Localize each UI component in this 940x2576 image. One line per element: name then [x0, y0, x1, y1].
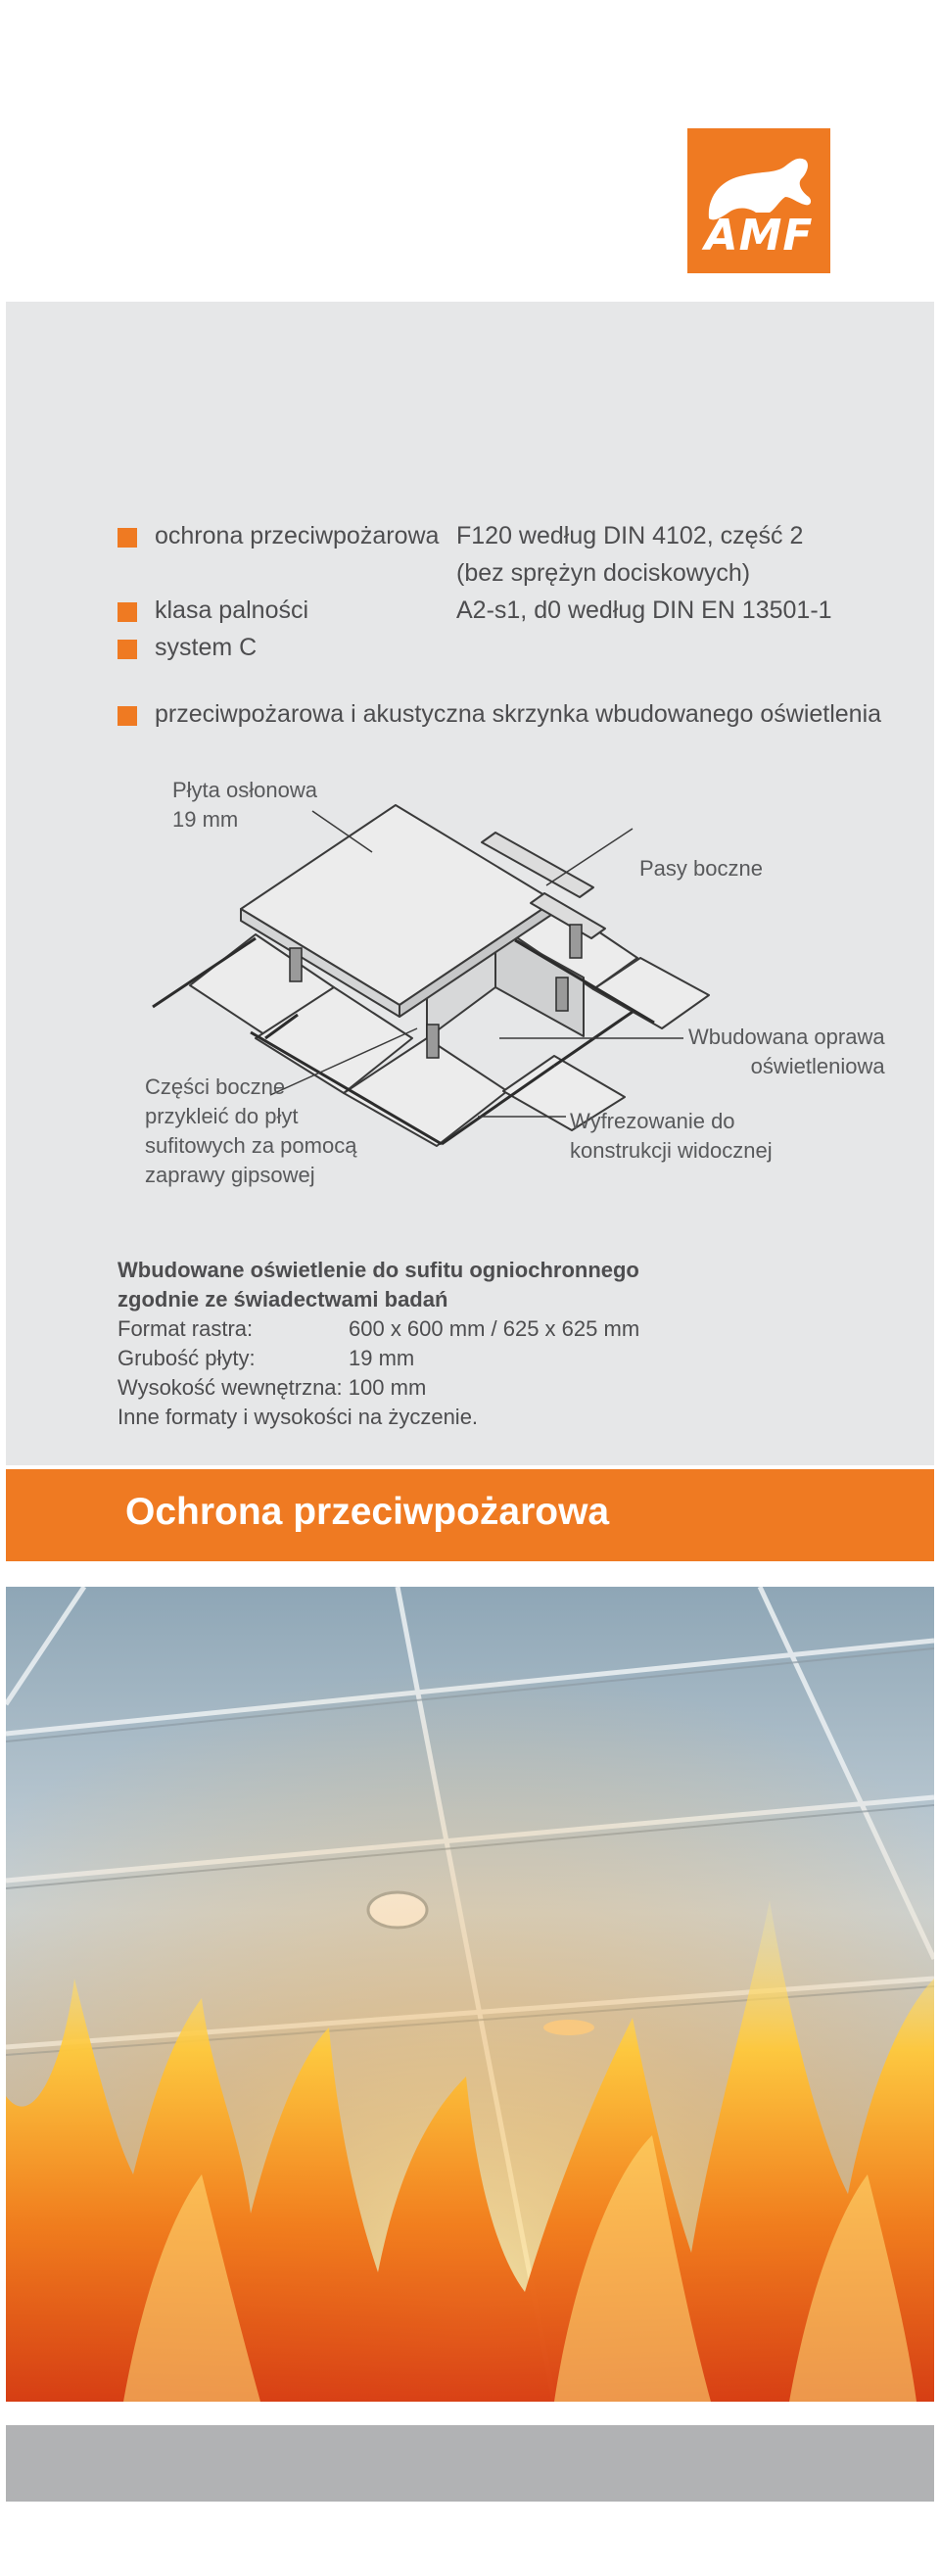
label-line: sufitowych za pomocą — [145, 1133, 357, 1158]
content-panel — [6, 302, 934, 1465]
spec-note: Inne formaty i wysokości na życzenie. — [118, 1405, 479, 1429]
spec-key: Wysokość wewnętrzna: — [118, 1375, 343, 1400]
label-side-strips — [639, 854, 763, 883]
feature-label: przeciwpożarowa i akustyczna skrzynka wbudowanego oświetlenia — [155, 700, 882, 728]
fire-image — [6, 1587, 934, 2402]
label-milling — [570, 1107, 773, 1166]
label-side-parts — [145, 1073, 356, 1190]
spec-row-height — [118, 1373, 426, 1403]
feature-value: (bez sprężyn dociskowych) — [456, 559, 751, 587]
label-line: Wbudowana oprawa — [688, 1025, 885, 1049]
band-title: Ochrona przeciwpożarowa — [125, 1491, 610, 1533]
label-line: przykleić do płyt — [145, 1104, 299, 1128]
spec-value: 19 mm — [349, 1346, 415, 1370]
spec-heading-1: Wbudowane oświetlenie do sufitu ogniochronnego — [118, 1258, 639, 1282]
label-line: oświetleniowa — [750, 1054, 885, 1078]
spec-row-format — [118, 1314, 639, 1344]
footer-bar — [6, 2425, 934, 2502]
feature-value: A2-s1, d0 według DIN EN 13501-1 — [456, 596, 832, 624]
amf-logo — [687, 128, 830, 273]
label-line: zaprawy gipsowej — [145, 1163, 315, 1187]
feature-value: F120 według DIN 4102, część 2 — [456, 522, 804, 549]
spec-key: Format rastra: — [118, 1316, 254, 1341]
label-line: 19 mm — [172, 807, 239, 832]
feature-label: klasa palności — [155, 596, 309, 624]
spec-row-thickness — [118, 1344, 414, 1373]
fire-ceiling-photo — [6, 1587, 934, 2402]
label-line: Części boczne — [145, 1074, 286, 1099]
label-cover-plate — [172, 776, 317, 835]
spec-value: 100 mm — [348, 1375, 427, 1400]
label-line: Płyta osłonowa — [172, 778, 317, 802]
feature-label: system C — [155, 634, 258, 661]
spec-key: Grubość płyty: — [118, 1346, 256, 1370]
spec-heading-2: zgodnie ze świadectwami badań — [118, 1287, 448, 1312]
label-line: Pasy boczne — [639, 856, 763, 881]
spec-value: 600 x 600 mm / 625 x 625 mm — [349, 1316, 640, 1341]
title-band — [6, 1469, 934, 1561]
feature-label: ochrona przeciwpożarowa — [155, 522, 440, 549]
label-line: Wyfrezowanie do — [570, 1109, 735, 1133]
label-line: konstrukcji widocznej — [570, 1138, 773, 1163]
label-fixture — [688, 1023, 885, 1081]
logo-text: AMF — [704, 211, 814, 261]
